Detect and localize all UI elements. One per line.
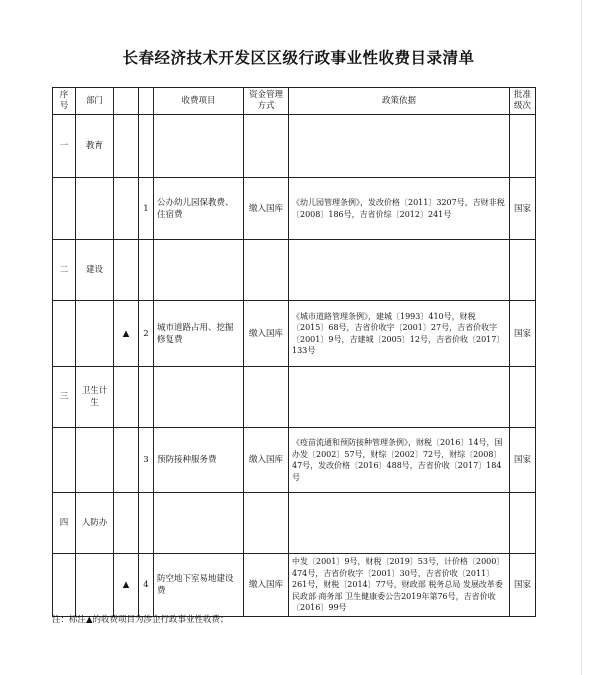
cell-mark — [114, 240, 139, 301]
table-row — [53, 428, 536, 493]
table-row — [53, 178, 536, 240]
cell-level — [510, 493, 536, 554]
footnote: 注：标注▲的收费项目为涉企行政事业性收费； — [52, 615, 229, 625]
cell-basis — [289, 115, 510, 178]
table-row — [53, 554, 536, 617]
cell-level — [510, 240, 536, 301]
cell-mark — [114, 493, 139, 554]
cell-no: 3 — [139, 428, 154, 493]
cell-mark — [114, 428, 139, 493]
cell-fund — [244, 115, 289, 178]
cell-dept — [76, 428, 114, 493]
page-edge-divider — [581, 0, 582, 675]
cell-no: 1 — [139, 178, 154, 240]
cell-no: 2 — [139, 301, 154, 367]
cell-item — [154, 493, 244, 554]
cell-dept: 人防办 — [76, 493, 114, 554]
header-item: 收费项目 — [154, 88, 244, 115]
cell-item: 城市道路占用、挖掘修复费 — [154, 301, 244, 367]
cell-basis: 中发〔2001〕9号，财税〔2019〕53号，计价格〔2000〕474号，吉省价收字〔2001〕30号，吉省价收〔2011〕261号，财税〔2014〕77号，财政部 税务总局 发展改革委 民政部 商务部 卫生健康委公告2019年第76号，吉省价收〔2016〕99号 — [289, 554, 510, 617]
cell-fund: 缴入国库 — [244, 554, 289, 617]
cell-fund — [244, 367, 289, 428]
cell-item: 预防接种服务费 — [154, 428, 244, 493]
cell-dept — [76, 301, 114, 367]
cell-basis — [289, 240, 510, 301]
header-row — [53, 88, 536, 115]
cell-seq: 三 — [53, 367, 76, 428]
cell-fund: 缴入国库 — [244, 301, 289, 367]
cell-level — [510, 367, 536, 428]
cell-basis: 《幼儿园管理条例》，发改价格〔2011〕3207号，吉财非税〔2008〕186号，吉省价综〔2012〕241号 — [289, 178, 510, 240]
fee-catalog-table — [52, 87, 536, 617]
cell-level: 国家 — [510, 428, 536, 493]
cell-dept — [76, 554, 114, 617]
table-row — [53, 115, 536, 178]
cell-mark: ▲ — [114, 301, 139, 367]
cell-dept: 卫生计生 — [76, 367, 114, 428]
cell-basis — [289, 493, 510, 554]
header-dept: 部门 — [76, 88, 114, 115]
table-row — [53, 493, 536, 554]
cell-seq — [53, 554, 76, 617]
header-no — [139, 88, 154, 115]
cell-no — [139, 493, 154, 554]
cell-seq — [53, 428, 76, 493]
cell-dept: 教育 — [76, 115, 114, 178]
cell-mark — [114, 367, 139, 428]
cell-item — [154, 115, 244, 178]
cell-level — [510, 115, 536, 178]
header-level: 批准级次 — [510, 88, 536, 115]
cell-seq: 四 — [53, 493, 76, 554]
cell-dept — [76, 178, 114, 240]
cell-item — [154, 367, 244, 428]
cell-no: 4 — [139, 554, 154, 617]
cell-item: 防空地下室易地建设费 — [154, 554, 244, 617]
cell-mark — [114, 178, 139, 240]
header-basis: 政策依据 — [289, 88, 510, 115]
cell-seq: 二 — [53, 240, 76, 301]
table-row — [53, 301, 536, 367]
cell-basis: 《城市道路管理条例》，建城〔1993〕410号，财税〔2015〕68号，吉省价收字〔2001〕27号，吉省价收字〔2001〕9号，吉建城〔2005〕12号，吉省价收〔2017〕133号 — [289, 301, 510, 367]
cell-basis: 《疫苗流通和预防接种管理条例》，财税〔2016〕14号，国办发〔2002〕57号，财综〔2002〕72号，财综〔2008〕47号，发改价格〔2016〕488号，吉省价收〔2017〕184号 — [289, 428, 510, 493]
header-mark — [114, 88, 139, 115]
cell-no — [139, 367, 154, 428]
header-fund: 资金管理方式 — [244, 88, 289, 115]
page-title: 长春经济技术开发区区级行政事业性收费目录清单 — [122, 49, 475, 67]
cell-level: 国家 — [510, 301, 536, 367]
cell-fund — [244, 493, 289, 554]
cell-basis — [289, 367, 510, 428]
cell-mark — [114, 115, 139, 178]
cell-item — [154, 240, 244, 301]
cell-no — [139, 115, 154, 178]
cell-seq — [53, 178, 76, 240]
cell-item: 公办幼儿园保教费、住宿费 — [154, 178, 244, 240]
table-row — [53, 367, 536, 428]
header-seq: 序号 — [53, 88, 76, 115]
cell-seq — [53, 301, 76, 367]
cell-no — [139, 240, 154, 301]
cell-level: 国家 — [510, 554, 536, 617]
cell-fund: 缴入国库 — [244, 428, 289, 493]
cell-fund — [244, 240, 289, 301]
table-row — [53, 240, 536, 301]
cell-fund: 缴入国库 — [244, 178, 289, 240]
cell-level: 国家 — [510, 178, 536, 240]
cell-seq: 一 — [53, 115, 76, 178]
cell-dept: 建设 — [76, 240, 114, 301]
cell-mark: ▲ — [114, 554, 139, 617]
